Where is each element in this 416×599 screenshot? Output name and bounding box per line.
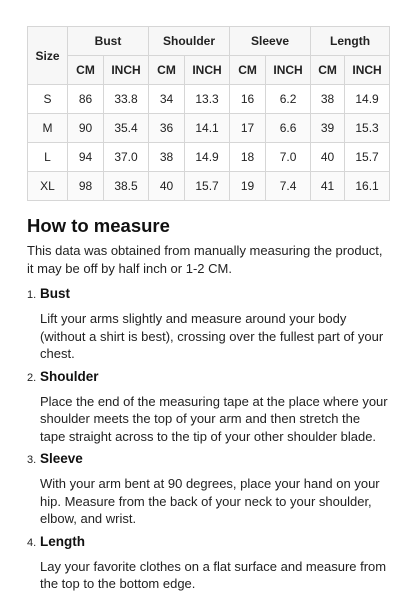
table-cell: 15.3 [345, 114, 390, 143]
table-unit-header-row [28, 56, 390, 85]
table-cell: 39 [311, 114, 345, 143]
table-cell: 7.4 [266, 172, 311, 201]
size-column-header: Size [28, 27, 68, 85]
step-title: Shoulder [40, 368, 99, 384]
table-cell: 38.5 [104, 172, 149, 201]
table-cell: 37.0 [104, 143, 149, 172]
table-group-header-row [28, 27, 390, 56]
unit-header: INCH [185, 56, 230, 85]
measure-steps-list [27, 286, 389, 593]
table-cell: 16.1 [345, 172, 390, 201]
step-description: With your arm bent at 90 degrees, place your hand on your hip. Measure from the back of your neck to your shoulder, elbow, and wrist. [40, 476, 380, 526]
step-description: Place the end of the measuring tape at the place where your shoulder meets the top of your arm and then stretch the tape straight across to the tip of your other shoulder blade. [40, 393, 388, 444]
shoulder-group-header: Shoulder [149, 27, 230, 56]
table-cell: 38 [311, 85, 345, 114]
table-cell: 35.4 [104, 114, 149, 143]
table-cell: 6.6 [266, 114, 311, 143]
length-group-header: Length [311, 27, 390, 56]
table-cell: 38 [149, 143, 185, 172]
table-cell: 86 [68, 85, 104, 114]
size-cell: S [28, 85, 68, 114]
step-number: 4. [27, 536, 37, 549]
size-cell: L [28, 143, 68, 172]
unit-header: INCH [266, 56, 311, 85]
table-cell: 17 [230, 114, 266, 143]
table-cell: 90 [68, 114, 104, 143]
size-chart-table [27, 26, 390, 201]
unit-header: CM [149, 56, 185, 85]
table-cell: 94 [68, 143, 104, 172]
table-cell: 36 [149, 114, 185, 143]
step-bust [27, 286, 389, 363]
table-cell: 13.3 [185, 85, 230, 114]
table-cell: 41 [311, 172, 345, 201]
unit-header: INCH [345, 56, 390, 85]
table-cell: 18 [230, 143, 266, 172]
section-title: How to measure [27, 215, 170, 236]
table-cell: 34 [149, 85, 185, 114]
step-number: 2. [27, 371, 37, 384]
table-cell: 33.8 [104, 85, 149, 114]
step-title: Bust [40, 286, 70, 301]
table-cell: 14.9 [185, 143, 230, 172]
table-row [28, 172, 390, 201]
how-to-measure-section [27, 214, 389, 599]
step-sleeve [27, 451, 389, 528]
table-cell: 7.0 [266, 143, 311, 172]
table-row [28, 143, 390, 172]
sleeve-group-header: Sleeve [230, 27, 311, 56]
table-cell: 6.2 [266, 85, 311, 114]
step-title: Length [40, 533, 85, 549]
step-shoulder [27, 369, 389, 446]
table-cell: 15.7 [185, 172, 230, 201]
table-cell: 14.9 [345, 85, 390, 114]
table-cell: 40 [311, 143, 345, 172]
step-description: Lay your favorite clothes on a flat surface and measure from the top to the bottom edge. [40, 558, 387, 591]
step-description: Lift your arms slightly and measure around your body (without a shirt is best), crossing over the fullest part of your chest. [40, 311, 384, 361]
unit-header: CM [311, 56, 345, 85]
table-cell: 19 [230, 172, 266, 201]
intro-text: This data was obtained from manually measuring the product, it may be off by half inch or 1-2 CM. [27, 243, 383, 276]
bust-group-header: Bust [68, 27, 149, 56]
size-cell: M [28, 114, 68, 143]
table-cell: 14.1 [185, 114, 230, 143]
step-title: Sleeve [40, 451, 83, 466]
table-cell: 40 [149, 172, 185, 201]
step-number: 3. [27, 454, 37, 466]
unit-header: CM [68, 56, 104, 85]
unit-header: INCH [104, 56, 149, 85]
table-cell: 15.7 [345, 143, 390, 172]
table-cell: 98 [68, 172, 104, 201]
step-number: 1. [27, 289, 37, 301]
unit-header: CM [230, 56, 266, 85]
size-cell: XL [28, 172, 68, 201]
table-row [28, 114, 390, 143]
step-length [27, 534, 389, 593]
table-cell: 16 [230, 85, 266, 114]
table-row [28, 85, 390, 114]
